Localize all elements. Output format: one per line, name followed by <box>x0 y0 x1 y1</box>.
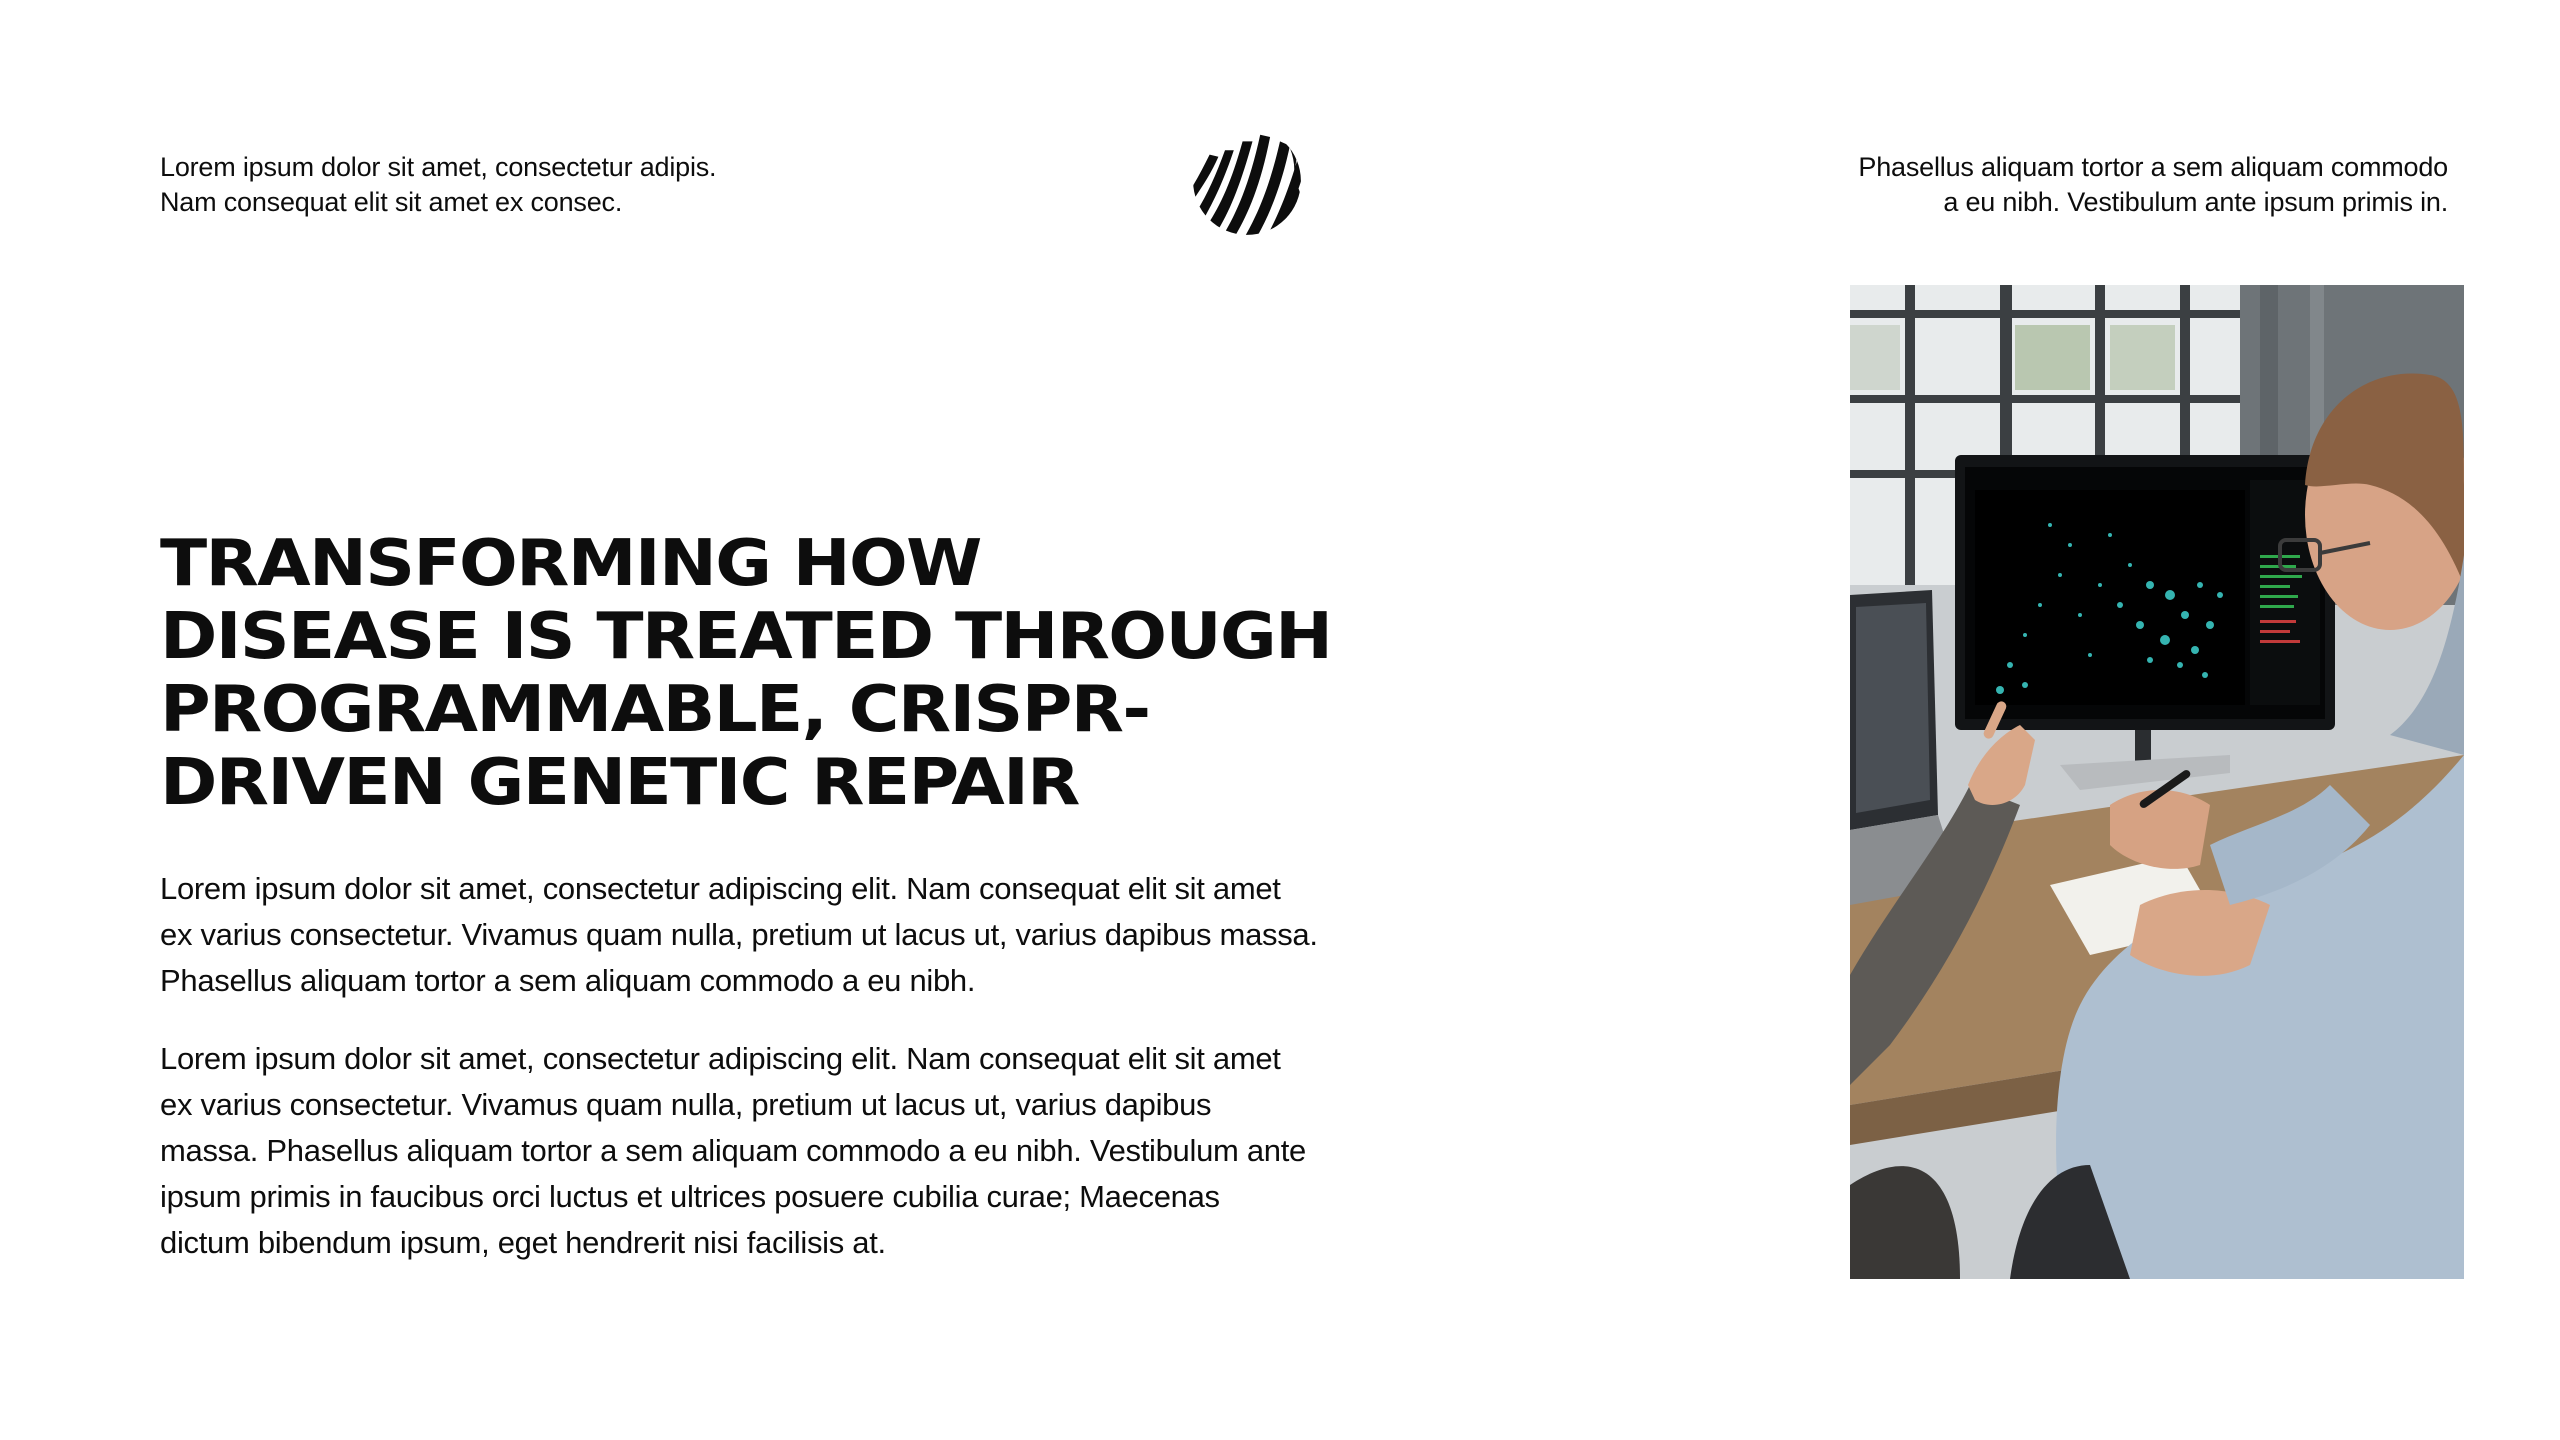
headline-line-3: PROGRAMMABLE, CRISPR- <box>160 673 1150 747</box>
paragraph-1-line-3: Phasellus aliquam tortor a sem aliquam commodo a eu nibh. <box>160 963 976 998</box>
photo-illustration <box>1850 285 2464 1279</box>
body-paragraph-2 <box>160 1036 1320 1266</box>
striped-circle-logo-icon <box>1192 126 1302 236</box>
header-left-text <box>160 150 860 220</box>
paragraph-2-line-4: ipsum primis in faucibus orci luctus et ultrices posuere cubilia curae; Maecenas <box>160 1179 1220 1214</box>
header-left-line-1: Lorem ipsum dolor sit amet, consectetur adipis. <box>160 152 717 182</box>
headline-line-1: TRANSFORMING HOW <box>160 527 981 601</box>
paragraph-2-line-2: ex varius consectetur. Vivamus quam nulla, pretium ut lacus ut, varius dapibus <box>160 1087 1212 1122</box>
header-right-line-2: a eu nibh. Vestibulum ante ipsum primis in. <box>1943 187 2448 217</box>
paragraph-2-line-1: Lorem ipsum dolor sit amet, consectetur adipiscing elit. Nam consequat elit sit amet <box>160 1041 1281 1076</box>
headline <box>160 528 1456 820</box>
header-left-line-2: Nam consequat elit sit amet ex consec. <box>160 187 623 217</box>
paragraph-2-line-3: massa. Phasellus aliquam tortor a sem aliquam commodo a eu nibh. Vestibulum ante <box>160 1133 1306 1168</box>
headline-line-2: DISEASE IS TREATED THROUGH <box>160 600 1332 674</box>
researchers-at-computer-photo <box>1850 285 2464 1279</box>
header-right-text <box>1688 150 2448 220</box>
paragraph-1-line-2: ex varius consectetur. Vivamus quam nulla, pretium ut lacus ut, varius dapibus massa. <box>160 917 1318 952</box>
body-paragraph-1 <box>160 866 1320 1004</box>
paragraph-2-line-5: dictum bibendum ipsum, eget hendrerit nisi facilisis at. <box>160 1225 886 1260</box>
paragraph-1-line-1: Lorem ipsum dolor sit amet, consectetur adipiscing elit. Nam consequat elit sit amet <box>160 871 1281 906</box>
headline-line-4: DRIVEN GENETIC REPAIR <box>160 746 1079 820</box>
header-right-line-1: Phasellus aliquam tortor a sem aliquam commodo <box>1858 152 2448 182</box>
